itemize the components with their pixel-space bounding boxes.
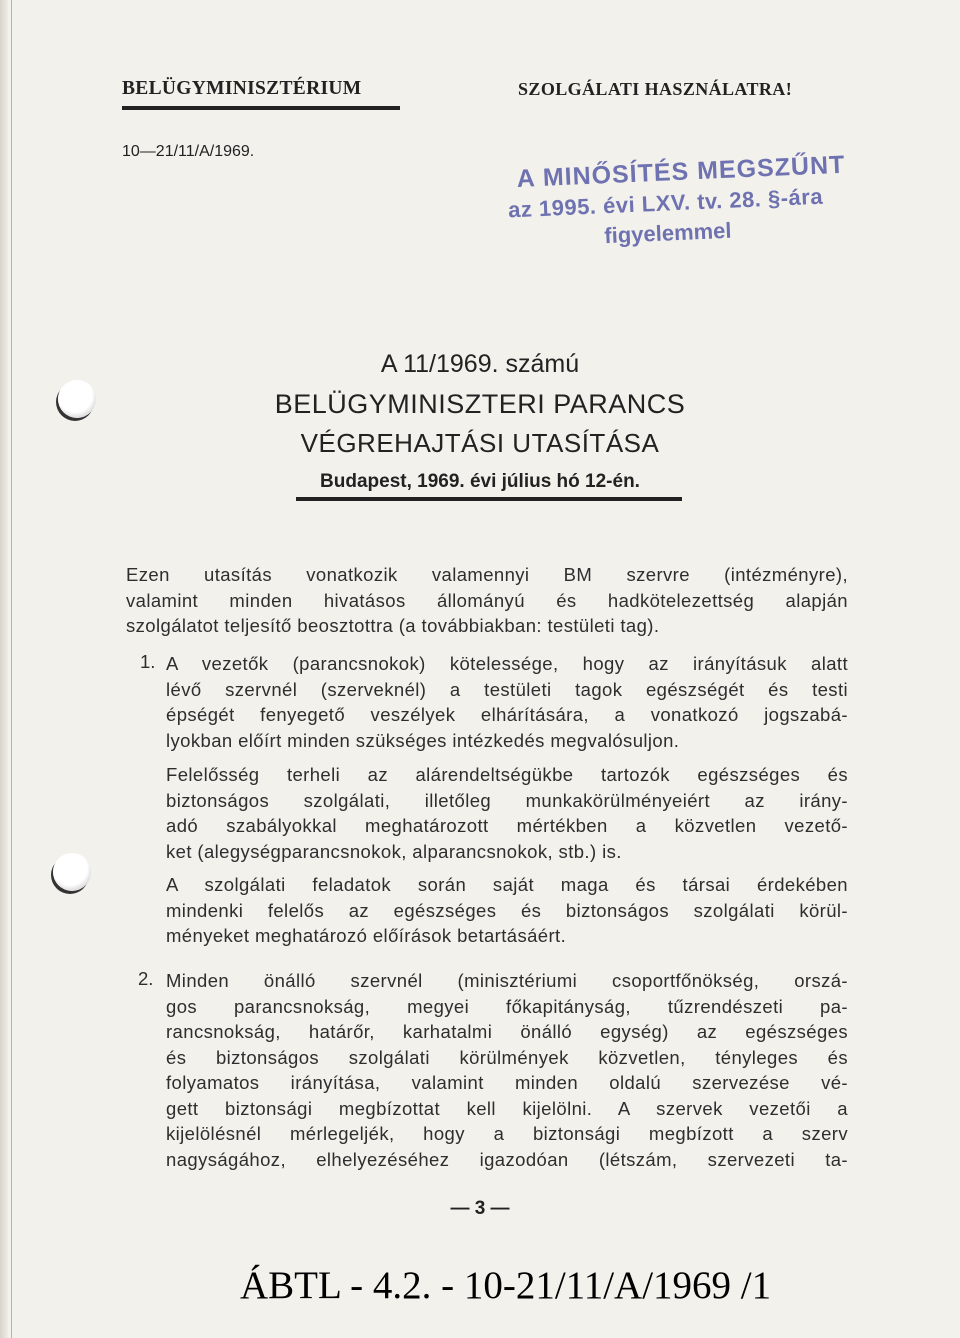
text-line: épségét fenyegető veszélyek elhárítására, a vonatkozó jogszabá- (166, 704, 848, 725)
text-line: lévő szervnél (szerveknél) a testületi tagok egészségét és testi (166, 678, 848, 700)
section-number: 2. (138, 968, 154, 989)
stamp-line-3: figyelemmel (603, 217, 732, 249)
text-line: Minden önálló szervnél (minisztériumi csoportfőnökség, orszá- (166, 970, 848, 991)
declassification-stamp (506, 141, 850, 266)
text-line: ket (alegységparancsnokok, alparancsnokok, stb.) is. (166, 840, 622, 862)
text-line: mindenki felelős az egészséges és biztonságos szolgálati körül- (166, 899, 848, 921)
text-line: Felelősség terheli az alárendeltségükbe tartozók egészséges és (166, 764, 848, 785)
stamp-line-1: A MINŐSÍTÉS MEGSZŰNT (516, 150, 846, 193)
text-line: és biztonságos szolgálati körülmények közvetlen, tényleges és (166, 1046, 848, 1068)
text-line: valamint minden hivatásos állományú és hadkötelezettség alapján (126, 589, 848, 611)
text-line: A szolgálati feladatok során saját maga és társai érdekében (166, 874, 848, 895)
document-title: BELÜGYMINISZTERI PARANCS (274, 389, 686, 419)
text-line: kijelölésnél mérlegeljék, hogy a biztonsági megbízott a szerv (166, 1123, 848, 1144)
reference-number: 10—21/11/A/1969. (122, 143, 255, 160)
text-line: adó szabályokkal meghatározott mértékben a közvetlen vezető- (166, 815, 848, 836)
text-line: lyokban előírt minden szükséges intézkedés megvalósuljon. (166, 729, 680, 751)
document-subtitle: VÉGREHAJTÁSI UTASÍTÁSA (300, 428, 660, 458)
ministry-underline (122, 106, 400, 110)
ministry-heading: BELÜGYMINISZTÉRIUM (122, 78, 362, 99)
punch-hole-bottom (53, 853, 91, 891)
section-number: 1. (140, 651, 156, 672)
section-1-paragraph-3 (166, 872, 848, 949)
text-line: nagyságához, elhelyezéséhez igazodóan (létszám, szervezeti ta- (166, 1148, 848, 1170)
section-2-paragraph (166, 968, 848, 1172)
text-line: gett biztonsági megbízottat kell kijelölni. A szervek vezetői a (166, 1097, 848, 1119)
text-line: Ezen utasítás vonatkozik valamennyi BM szervre (intézményre), (126, 564, 848, 585)
document-number: A 11/1969. számú (380, 350, 580, 378)
section-1-paragraph-1 (166, 651, 848, 753)
binder-edge (0, 0, 8, 1338)
stamp-line-2: az 1995. évi LXV. tv. 28. §-ára (507, 183, 824, 223)
text-line: biztonságos szolgálati, illetőleg munkakörülményeiért az irány- (166, 789, 848, 811)
section-1-paragraph-2 (166, 762, 848, 864)
classification-label: SZOLGÁLATI HASZNÁLATRA! (518, 79, 793, 99)
archive-reference: ÁBTL - 4.2. - 10-21/11/A/1969 /1 (240, 1264, 772, 1307)
text-line: rancsnokság, határőr, karhatalmi önálló egység) az egészséges (166, 1021, 848, 1042)
binder-line (11, 0, 12, 1338)
text-line: folyamatos irányítása, valamint minden oldalú szervezése vé- (166, 1072, 848, 1093)
page-number: — 3 — (450, 1198, 510, 1219)
intro-paragraph (126, 562, 848, 639)
title-underline (296, 497, 682, 501)
document-date: Budapest, 1969. évi július hó 12-én. (320, 471, 640, 492)
text-line: A vezetők (parancsnokok) kötelessége, hogy az irányításuk alatt (166, 653, 848, 674)
text-line: gos parancsnokság, megyei főkapitányság, tűzrendészeti pa- (166, 995, 848, 1017)
text-line: ményeket meghatározó előírások betartásáért. (166, 925, 567, 946)
text-line: szolgálatot teljesítő beosztottra (a továbbiakban: testületi tag). (126, 615, 660, 636)
